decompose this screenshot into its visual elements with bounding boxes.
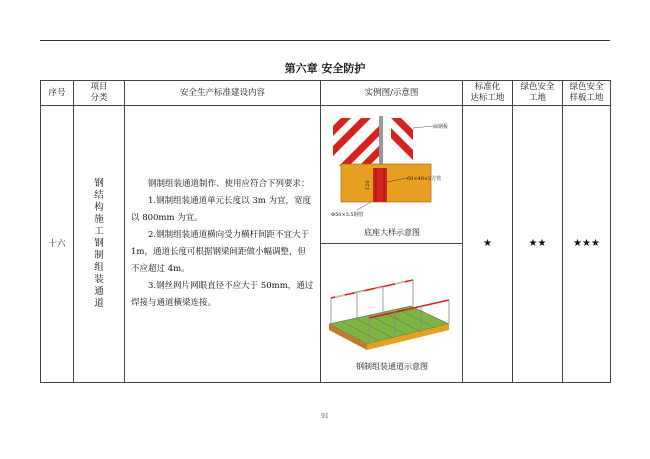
chapter-title: 第六章 安全防护 (284, 62, 366, 75)
header-rule (40, 40, 610, 41)
content-intro: 钢制组装通道制作、使用应符合下列要求： (148, 179, 310, 189)
col-green-site: 绿色安全 工地 (513, 81, 563, 106)
col-category: 项目 分类 (74, 81, 125, 106)
figure1-caption: 底座大样示意图 (364, 228, 420, 237)
col-example: 实例图/示意图 (321, 81, 463, 106)
label-steel-plate: 扁钢板 (433, 124, 449, 130)
page-number: 91 (321, 413, 329, 420)
col-content: 安全生产标准建设内容 (125, 81, 321, 106)
col-model-site: 绿色安全 样板工地 (563, 81, 611, 106)
label-tube: 60×40×2方管 (407, 176, 442, 182)
figure2-caption: 钢制组装通道示意图 (356, 362, 428, 371)
label-rod: Φ50×3.5钢管 (331, 212, 364, 218)
table-row (41, 106, 611, 383)
row-standard-site-rating: ★ (463, 106, 513, 383)
row-model-site-rating: ★★★ (563, 106, 611, 383)
table-header-row (41, 81, 611, 106)
base-detail-figure (321, 106, 463, 244)
base-detail-drawing (321, 106, 463, 226)
row-figures (321, 106, 463, 383)
row-green-site-rating: ★★ (513, 106, 563, 383)
label-dim: 120 (365, 180, 371, 190)
row-content (125, 106, 321, 383)
content-item-1: 1.钢制组装通道单元长度以 3m 为宜，宽度以 800mm 为宜。 (131, 196, 311, 223)
content-item-2: 2.钢制组装通道横向受力横杆间距不宜大于 1m，通道长度可根据钢梁间距做小幅调整，但不应超过 4m。 (131, 230, 310, 274)
col-seq: 序号 (41, 81, 74, 106)
content-item-3: 3.钢丝网片网眼直径不应大于 50mm，通过焊接与通道横梁连接。 (131, 281, 314, 308)
col-standard-site: 标准化 达标工地 (463, 81, 513, 106)
row-seq: 十六 (41, 106, 74, 383)
standards-table (40, 80, 611, 383)
walkway-drawing (321, 244, 463, 364)
row-category: 钢结构施工钢制组装通道 (74, 106, 125, 383)
walkway-figure (321, 244, 463, 382)
